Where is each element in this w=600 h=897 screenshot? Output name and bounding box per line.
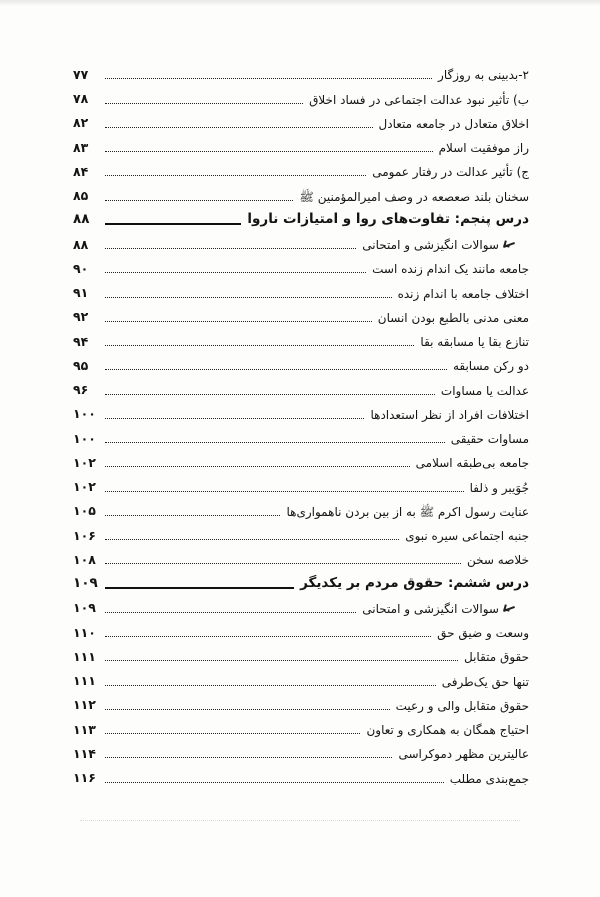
- toc-entry-title-text: اختلاف جامعه با اندام زنده: [397, 286, 529, 301]
- toc-dot-leader: [105, 368, 447, 370]
- toc-entry-title: [405, 530, 529, 542]
- toc-entry-title-text: ب) تأثیر نبود عدالت اجتماعی در فساد اخلاق: [309, 92, 529, 107]
- toc-dot-leader: [105, 417, 364, 419]
- toc-dot-leader: [105, 465, 410, 467]
- toc-entry-title-text: درس پنجم: تفاوت‌های روا و امتیازات ناروا: [247, 211, 529, 228]
- toc-entry-title-text: احتیاج همگان به همکاری و تعاون: [366, 723, 529, 737]
- toc-entry: [73, 351, 529, 375]
- toc-entry: [73, 327, 529, 351]
- toc-entry-title-text: جامعه مانند یک اندام زنده است: [372, 262, 529, 277]
- toc-entry-title: [396, 700, 529, 712]
- toc-page-number: ۸۵: [73, 188, 89, 203]
- toc-page-number: ۸۸: [73, 211, 90, 228]
- toc-entry-title-text: معنی مدنی بالطبع بودن انسان: [377, 310, 529, 325]
- toc-dot-leader: [105, 320, 372, 322]
- toc-entry-title-text: خلاصه سخن: [467, 553, 529, 568]
- bleed-through-shadow: [80, 820, 520, 833]
- toc-page-number: ۹۵: [73, 357, 89, 373]
- toc-entry-title-text: جنبه اجتماعی سیره نبوی: [405, 529, 529, 543]
- toc-dot-leader: [105, 635, 431, 637]
- toc-entry-title: [379, 118, 529, 130]
- toc-entry-title-text: ج) تأثیر عدالت در رفتار عمومی: [372, 165, 529, 180]
- toc-dot-leader: [105, 296, 392, 298]
- toc-entry: [73, 715, 529, 739]
- toc-entry: [73, 181, 529, 205]
- toc-entry-title: [442, 676, 529, 688]
- toc-entry-title: [362, 603, 529, 615]
- toc-entry-title: [416, 457, 529, 469]
- toc-entry-title: [398, 288, 529, 300]
- toc-dot-leader: [105, 441, 445, 443]
- toc-dot-leader: [105, 514, 280, 516]
- toc-entry-title-text: حقوق متقابل: [463, 650, 529, 665]
- toc-dot-leader: [105, 247, 356, 249]
- toc-page-number: ۷۸: [73, 91, 89, 106]
- toc-entry: [73, 424, 529, 448]
- toc-dot-leader: [105, 102, 303, 104]
- toc-entry: [73, 691, 529, 715]
- toc-entry-title-text: وسعت و ضیق حق: [437, 626, 529, 640]
- toc-dot-leader: [105, 271, 366, 273]
- toc-dot-leader: [105, 150, 433, 152]
- toc-entry: [73, 133, 529, 157]
- toc-entry-title-text: جامعه بی‌طبقه اسلامی: [415, 456, 529, 471]
- toc-entry-title-text: ۲-بدبینی به روزگار: [438, 68, 529, 83]
- toc-entry: [73, 739, 529, 763]
- toc-dot-leader: [105, 77, 432, 79]
- toc-dot-leader: [105, 708, 390, 710]
- toc-dot-leader: [105, 562, 461, 564]
- toc-entry-title: [309, 94, 529, 106]
- toc-entry-title-text: تنها حق یک‌طرفی: [441, 674, 529, 689]
- toc-dot-leader: [105, 126, 373, 128]
- toc-dot-leader: [105, 781, 444, 783]
- toc-dot-leader: [105, 538, 399, 540]
- toc-dot-leader: [105, 393, 435, 395]
- toc-entry-title-text: درس ششم: حقوق مردم بر یکدیگر: [300, 575, 529, 591]
- toc-dot-leader: [105, 490, 464, 492]
- pen-bullet-icon: [503, 241, 515, 250]
- toc-entry-title-text: جُوَیبر و ذلفا: [469, 480, 529, 495]
- toc-page-number: ۱۰۹: [73, 575, 98, 591]
- toc-entry: [73, 763, 529, 787]
- toc-page-number: ۱۰۰: [73, 406, 96, 422]
- toc-page-number: ۱۱۱: [73, 673, 96, 688]
- toc-page-number: ۹۰: [73, 260, 89, 276]
- toc-page-number: ۱۰۵: [73, 503, 96, 519]
- toc-entry-title-text: اخلاق متعادل در جامعه متعادل: [378, 116, 529, 131]
- toc-entry-title: [366, 724, 529, 736]
- toc-entry-title: [299, 191, 529, 203]
- toc-entry: [73, 594, 529, 618]
- toc-page-number: ۸۳: [73, 139, 89, 155]
- pen-bullet-icon: [503, 605, 515, 614]
- toc-page-number: ۱۰۶: [73, 527, 96, 543]
- toc-entry-title: [441, 385, 529, 397]
- toc-entry-title-text: حقوق متقابل والی و رعیت: [395, 698, 529, 713]
- toc-entry-title: [467, 554, 529, 566]
- toc-page-number: ۸۲: [73, 115, 89, 131]
- toc-entry: [73, 545, 529, 569]
- toc-dot-leader: [105, 344, 414, 346]
- toc-entry: [73, 400, 529, 424]
- toc-dot-leader: [105, 611, 356, 613]
- toc-page-number: ۱۰۰: [73, 430, 96, 446]
- toc-entry-title: [470, 482, 529, 494]
- toc-entry-title: [453, 360, 529, 372]
- toc-entry-title: [450, 773, 529, 785]
- toc-entry: [73, 157, 529, 181]
- toc-page-number: ۱۰۹: [73, 600, 96, 616]
- toc-page-number: ۹۱: [73, 285, 89, 300]
- toc-entry-title: [300, 577, 529, 591]
- toc-dot-leader: [105, 199, 293, 201]
- toc-page-number: ۹۶: [73, 382, 89, 397]
- toc-page-number: ۱۰۲: [73, 479, 96, 494]
- toc-entry-title: [362, 239, 529, 251]
- table-of-contents: [73, 60, 529, 836]
- toc-page-number: ۱۰۸: [73, 551, 96, 567]
- toc-entry-title: [420, 336, 529, 348]
- toc-entry: [73, 303, 529, 327]
- toc-entry-title-text: دو رکن مسابقه: [452, 359, 529, 374]
- toc-entry-title: [451, 433, 529, 445]
- toc-entry: [73, 375, 529, 399]
- toc-entry-title: [247, 213, 529, 227]
- toc-entry: [73, 254, 529, 278]
- toc-entry-title-text: عنایت رسول اکرم ﷺ به از بین بردن ناهمواری‌ها: [286, 504, 529, 519]
- toc-page-number: ۱۱۶: [73, 770, 96, 785]
- toc-entry: [73, 666, 529, 690]
- toc-entry-title-text: عالیترین مظهر دموکراسی: [398, 747, 529, 762]
- toc-dot-leader: [105, 756, 392, 758]
- toc-page-number: ۹۴: [73, 333, 89, 349]
- toc-page-number: ۱۱۳: [73, 721, 96, 737]
- toc-page-number: ۱۱۱: [73, 648, 96, 664]
- toc-entry-title: [398, 748, 529, 760]
- toc-entry: [73, 497, 529, 521]
- toc-entry-title-text: سخنان بلند صعصعه در وصف امیرالمؤمنین ﷺ: [299, 189, 529, 204]
- toc-entry: [73, 278, 529, 302]
- toc-entry-title-text: تنازع بقا یا مسابقه بقا: [420, 335, 529, 349]
- toc-entry-title: [370, 409, 529, 421]
- toc-entry: [73, 642, 529, 666]
- toc-page-number: ۸۴: [73, 163, 89, 179]
- toc-entry-title: [286, 506, 529, 518]
- toc-entry-title: [464, 651, 529, 663]
- toc-entry-title: [438, 69, 529, 81]
- toc-entry-title: [439, 142, 529, 154]
- toc-entry: [73, 448, 529, 472]
- toc-page-number: ۱۰۲: [73, 454, 96, 470]
- toc-page-number: ۱۱۰: [73, 624, 96, 640]
- toc-entry: [73, 84, 529, 108]
- toc-entry: [73, 230, 529, 254]
- toc-page-number: ۸۸: [73, 236, 89, 252]
- toc-entry-title-text: جمع‌بندی مطلب: [449, 771, 529, 786]
- toc-dot-leader: [105, 684, 436, 686]
- toc-lesson-heading: [73, 569, 529, 593]
- toc-entry-title: [378, 312, 529, 324]
- toc-page-number: ۷۷: [73, 66, 89, 82]
- toc-dot-leader: [105, 222, 241, 225]
- toc-dot-leader: [105, 659, 458, 661]
- toc-dot-leader: [105, 732, 360, 734]
- page-top-edge: [0, 0, 600, 6]
- toc-entry-title-text: اختلافات افراد از نظر استعدادها: [370, 407, 529, 422]
- toc-entry-title-text: سوالات انگیزشی و امتحانی: [362, 601, 499, 616]
- toc-dot-leader: [105, 586, 294, 589]
- toc-lesson-heading: [73, 206, 529, 230]
- toc-entry: [73, 618, 529, 642]
- toc-page-number: ۱۱۴: [73, 745, 96, 761]
- toc-entry-title: [372, 166, 529, 178]
- toc-entry-title: [372, 263, 529, 275]
- toc-entry-title-text: سوالات انگیزشی و امتحانی: [362, 238, 499, 252]
- toc-entry-title-text: عدالت یا مساوات: [440, 383, 529, 398]
- toc-entry-title-text: مساوات حقیقی: [450, 432, 529, 446]
- toc-entry: [73, 521, 529, 545]
- toc-page-number: ۹۲: [73, 309, 89, 325]
- toc-entry-title-text: راز موفقیت اسلام: [438, 141, 529, 155]
- toc-entry: [73, 109, 529, 133]
- toc-page-number: ۱۱۲: [73, 697, 96, 713]
- toc-entry-title: [437, 627, 529, 639]
- toc-entry: [73, 472, 529, 496]
- toc-dot-leader: [105, 174, 366, 176]
- toc-entry: [73, 60, 529, 84]
